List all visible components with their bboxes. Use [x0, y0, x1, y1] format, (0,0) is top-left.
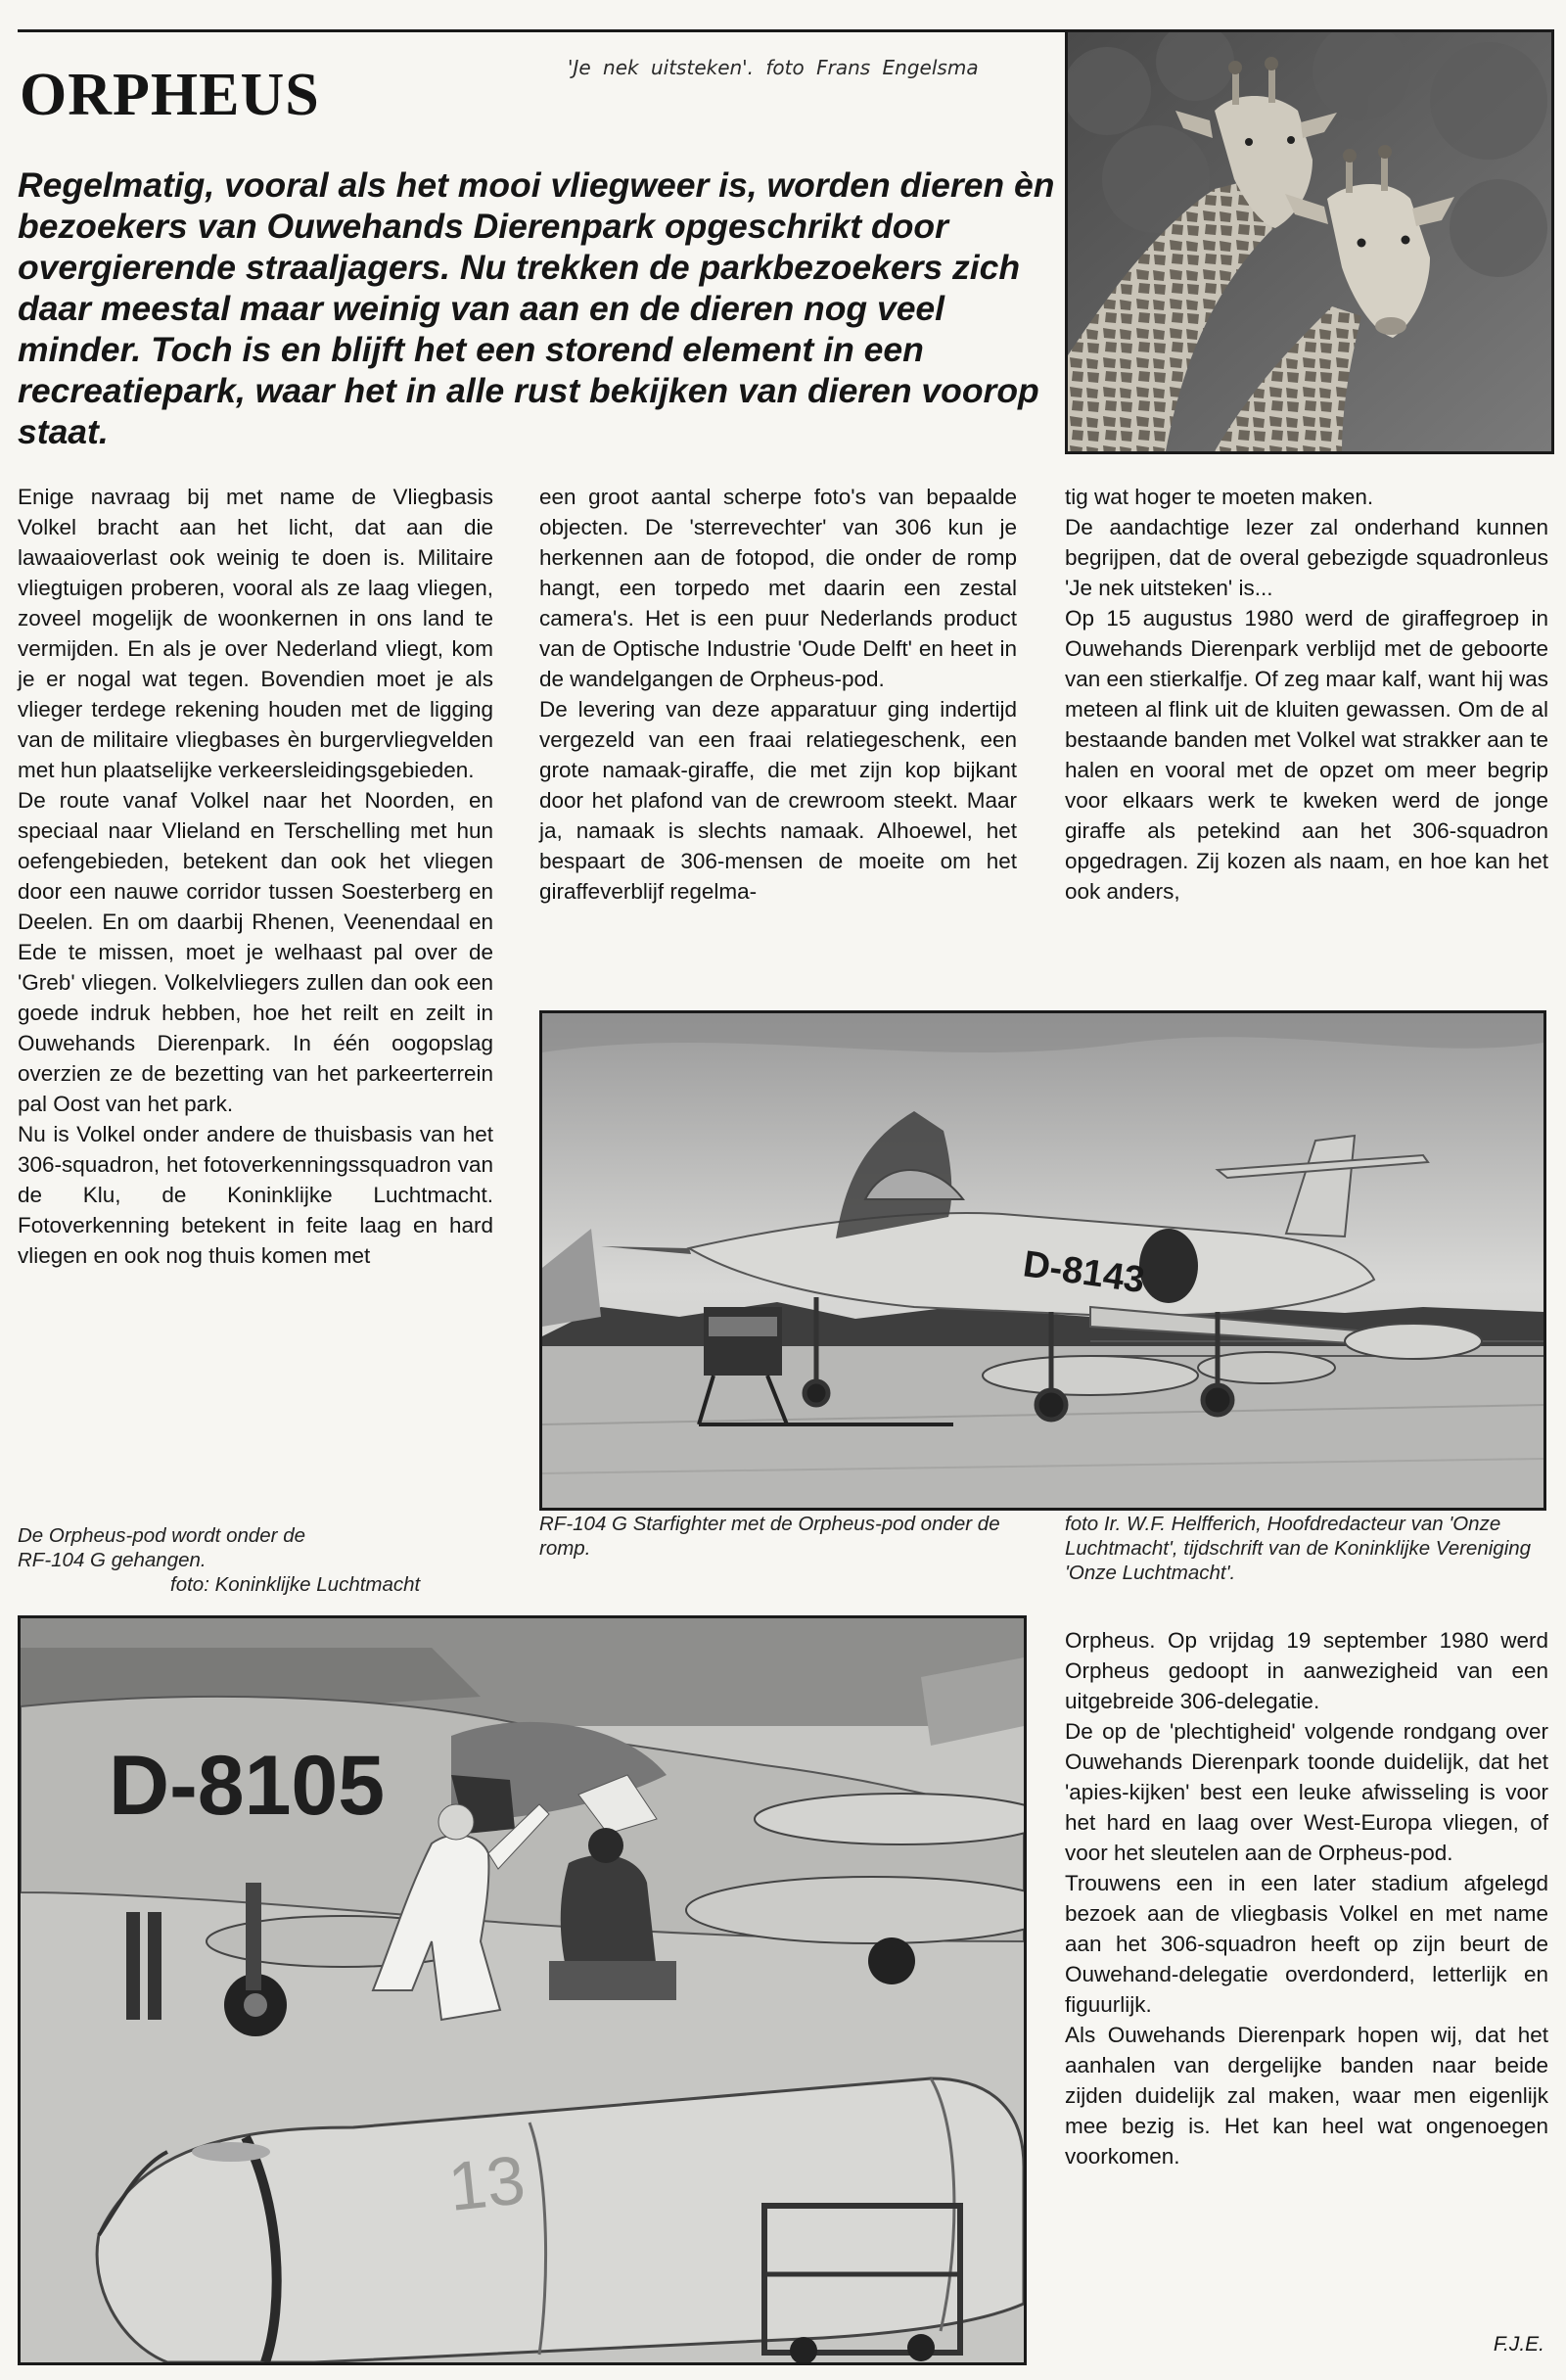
body-column-3-continued	[1065, 1625, 1548, 2171]
col1-paragraph: Nu is Volkel onder andere de thuisbasis van het 306-squadron, het fotoverkenningssquadron van de Klu, de Koninklijke Luchtmacht. Fotoverkenning betekent in feite laag en hard vliegen en ook nog thuis komen met	[18, 1122, 493, 1268]
pod-caption-credit: foto: Koninklijke Luchtmacht	[170, 1573, 421, 1596]
col3-paragraph: tig wat hoger te moeten maken.	[1065, 485, 1374, 509]
col3b-paragraph: Orpheus. Op vrijdag 19 september 1980 werd Orpheus gedoopt in aanwezigheid van een uitgebreide 306-delegatie.	[1065, 1628, 1548, 1713]
author-initials: F.J.E.	[1493, 2333, 1544, 2356]
body-column-2	[539, 482, 1017, 907]
starfighter-tail-code: D-8143	[1020, 1243, 1148, 1302]
pod-photo-caption	[18, 1523, 507, 1597]
col3-paragraph: De aandachtige lezer zal onderhand kunnen begrijpen, dat de overal gebezigde squadronleus 'Je nek uitsteken' is...	[1065, 515, 1548, 600]
col1-paragraph: Enige navraag bij met name de Vliegbasis Volkel bracht aan het licht, dat aan die lawaaioverlast ook weinig te doen is. Militaire vliegtuigen proberen, vooral als ze laag vliegen, zoveel mogelijk de woonkernen in ons land te vermijden. En als je over Nederland vliegt, kom je er nogal wat tegen. Bovendien moet je als vlieger terdege rekening houden met de ligging van de militaire vliegbases èn burgervliegvelden met hun plaatselijke verkeersleidingsgebieden.	[18, 485, 493, 782]
helfferich-photo-credit: foto Ir. W.F. Helfferich, Hoofdredacteur van 'Onze Luchtmacht', tijdschrift van de Koninklijke Vereniging 'Onze Luchtmacht'.	[1065, 1513, 1532, 1584]
col3b-paragraph: Als Ouwehands Dierenpark hopen wij, dat het aanhalen van dergelijke banden naar beide zijden duidelijk zal maken, waar men eigenlijk mee bezig is. Het kan heel wat ongenoegen voorkomen.	[1065, 2023, 1548, 2169]
body-column-1	[18, 482, 493, 1271]
col3b-paragraph: Trouwens een in een later stadium afgelegd bezoek aan de vliegbasis Volkel en met name aan het 306-squadron heeft op zijn beurt de Ouwehand-delegatie overdonderd, letterlijk en figuurlijk.	[1065, 1871, 1548, 2017]
col2-paragraph: De levering van deze apparatuur ging indertijd vergezeld van een fraai relatiegeschenk, een grote namaak-giraffe, die met zijn kop bijkant door het plafond van de crewroom steekt. Maar ja, namaak is slechts namaak. Alhoewel, het bespaart de 306-mensen de moeite om het giraffeverblijf regelma-	[539, 697, 1017, 904]
col2-paragraph: een groot aantal scherpe foto's van bepaalde objecten. De 'sterrevechter' van 306 kun je herkennen aan de fotopod, die onder de romp hangt, een torpedo met daarin een zestal camera's. Het is een puur Nederlands product van de Optische Industrie 'Oude Delft' en heet in de wandelgangen de Orpheus-pod.	[539, 485, 1017, 691]
pod-photo	[18, 1615, 1027, 2365]
pod-caption-line-2: RF-104 G gehangen.	[18, 1549, 207, 1571]
pod-photo-tail-code: D-8105	[109, 1739, 386, 1833]
col3-paragraph: Op 15 augustus 1980 werd de giraffegroep in Ouwehands Dierenpark verblijd met de geboorte van een stierkalfje. Of zeg maar kalf, want hij was meteen al flink uit de kluiten gewassen. Om de al bestaande banden met Volkel wat strakker aan te halen en vooral met de opzet om meer begrip voor elkaars werk te kweken werd de jonge giraffe als petekind aan het 306-squadron opgedragen. Zij kozen als naam, en hoe kan het ook anders,	[1065, 606, 1548, 904]
giraffe-photo	[1065, 29, 1554, 454]
pod-marking: 13	[444, 2141, 530, 2225]
col1-paragraph: De route vanaf Volkel naar het Noorden, en speciaal naar Vlieland en Terschelling met hun oefengebieden, betekent dan ook het vliegen door een nauwe corridor tussen Soesterberg en Deelen. En om daarbij Rhenen, Veenendaal en Ede te missen, moet je welhaast pal over de 'Greb' vliegen. Volkelvliegers zullen dan ook een goede indruk hebben, hoe het reilt en zeilt in Ouwehands Dierenpark. In één oogopslag overzien ze de bezetting van het parkeerterrein pal Oost van het park.	[18, 788, 493, 1116]
header-rule	[18, 29, 1067, 32]
article-lead: Regelmatig, vooral als het mooi vliegweer is, worden dieren èn bezoekers van Ouwehands Dierenpark opgeschrikt door overgierende straaljagers. Nu trekken de parkbezoekers zich daar meestal maar weinig van aan en de dieren nog veel minder. Toch is en blijft het een storend element in een recreatiepark, waar het in alle rust bekijken van dieren voorop staat.	[18, 165, 1055, 451]
giraffe-photo-credit: 'Je nek uitsteken'. foto Frans Engelsma	[568, 56, 979, 79]
starfighter-photo	[539, 1010, 1546, 1511]
article-title: ORPHEUS	[20, 62, 320, 128]
starfighter-photo-caption: RF-104 G Starfighter met de Orpheus-pod onder de romp.	[539, 1513, 1000, 1560]
pod-caption-line-1: De Orpheus-pod wordt onder de	[18, 1524, 306, 1547]
body-column-3	[1065, 482, 1548, 907]
col3b-paragraph: De op de 'plechtigheid' volgende rondgang over Ouwehands Dierenpark toonde duidelijk, dat het 'apies-kijken' best een leuke afwisseling is voor het hard en laag over West-Europa vliegen, of voor het sleutelen aan de Orpheus-pod.	[1065, 1719, 1548, 1865]
